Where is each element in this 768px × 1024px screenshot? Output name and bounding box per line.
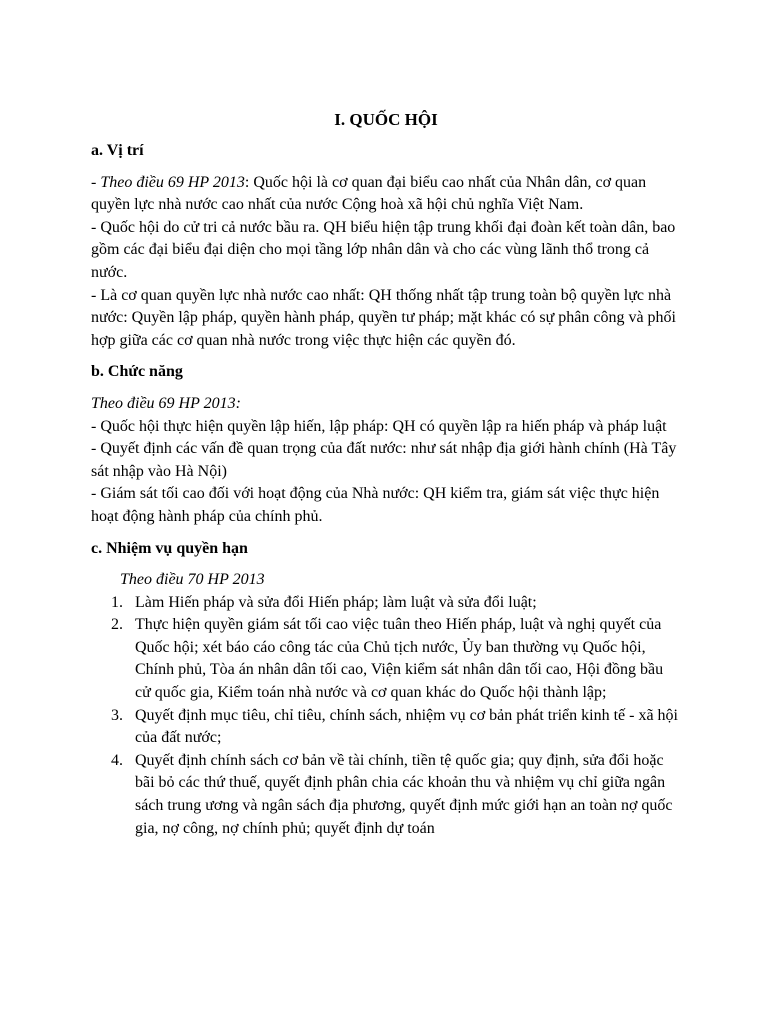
list-item-text: Quyết định mục tiêu, chỉ tiêu, chính sách, nhiệm vụ cơ bản phát triển kinh tế - xã hội của đất nước; — [135, 706, 678, 747]
section-a-paragraph-2: - Quốc hội do cử tri cả nước bầu ra. QH biểu hiện tập trung khối đại đoàn kết toàn dân, bao gồm các đại biểu đại diện cho mọi tầng lớp nhân dân và cho các vùng lãnh thổ trong cả nước. — [91, 218, 676, 281]
section-b-heading: b. Chức năng — [91, 363, 183, 381]
section-b-reference: Theo điều 69 HP 2013: — [91, 394, 241, 412]
section-a-paragraph-1 — [91, 172, 681, 217]
section-b-paragraph-3: - Giám sát tối cao đối với hoạt động của Nhà nước: QH kiểm tra, giám sát việc thực hiện hoạt động hành pháp của chính phủ. — [91, 485, 660, 525]
section-a-reference: - Theo điều 69 HP 2013 — [91, 173, 245, 191]
list-item — [91, 614, 681, 704]
section-b-paragraph-1: - Quốc hội thực hiện quyền lập hiến, lập pháp: QH có quyền lập ra hiến pháp và pháp luật — [91, 417, 667, 435]
section-c-body — [91, 569, 681, 840]
page-title: I. QUỐC HỘI — [334, 110, 438, 129]
document-page — [91, 108, 681, 840]
section-b-paragraph-2: - Quyết định các vấn đề quan trọng của đất nước: như sát nhập địa giới hành chính (Hà Tây sát nhập vào Hà Nội) — [91, 440, 677, 480]
list-item — [91, 592, 681, 615]
list-item-text: Làm Hiến pháp và sửa đổi Hiến pháp; làm luật và sửa đổi luật; — [135, 593, 537, 611]
list-item-text: Thực hiện quyền giám sát tối cao việc tuân theo Hiến pháp, luật và nghị quyết của Quốc hội; xét báo cáo công tác của Chủ tịch nước, Ủy ban thường vụ Quốc hội, Chính phủ, Tòa án nhân dân tối cao, Viện kiểm sát nhân dân tối cao, Hội đồng bầu cử quốc gia, Kiểm toán nhà nước và cơ quan khác do Quốc hội thành lập; — [135, 616, 664, 702]
section-b-body — [91, 393, 681, 529]
section-a-body — [91, 172, 681, 353]
task-list — [91, 592, 681, 841]
list-item-text: Quyết định chính sách cơ bản về tài chính, tiền tệ quốc gia; quy định, sửa đổi hoặc bãi bỏ các thứ thuế, quyết định phân chia các khoản thu và nhiệm vụ chỉ giữa ngân sách trung ương và ngân sách địa phương, quyết định mức giới hạn an toàn nợ quốc gia, nợ công, nợ chính phủ; quyết định dự toán — [135, 751, 673, 837]
section-c-reference: Theo điều 70 HP 2013 — [120, 571, 265, 589]
section-a-paragraph-1-text: : Quốc hội là cơ quan đại biểu cao nhất của Nhân dân, cơ quan quyền lực nhà nước cao nhất của nước Cộng hoà xã hội chủ nghĩa Việt Nam. — [91, 173, 647, 214]
section-c-heading: c. Nhiệm vụ quyền hạn — [91, 539, 248, 557]
list-item-number: 1. — [111, 593, 123, 611]
list-item — [91, 750, 681, 840]
list-item-number: 2. — [111, 616, 123, 634]
section-a-heading: a. Vị trí — [91, 142, 144, 159]
list-item-number: 4. — [111, 751, 123, 769]
section-a-paragraph-3: - Là cơ quan quyền lực nhà nước cao nhất: QH thống nhất tập trung toàn bộ quyền lực nhà nước: Quyền lập pháp, quyền hành pháp, quyền tư pháp; mặt khác có sự phân công và phối hợp giữa các cơ quan nhà nước trong việc thực hiện các quyền đó. — [91, 286, 676, 349]
list-item — [91, 705, 681, 750]
list-item-number: 3. — [111, 706, 123, 724]
